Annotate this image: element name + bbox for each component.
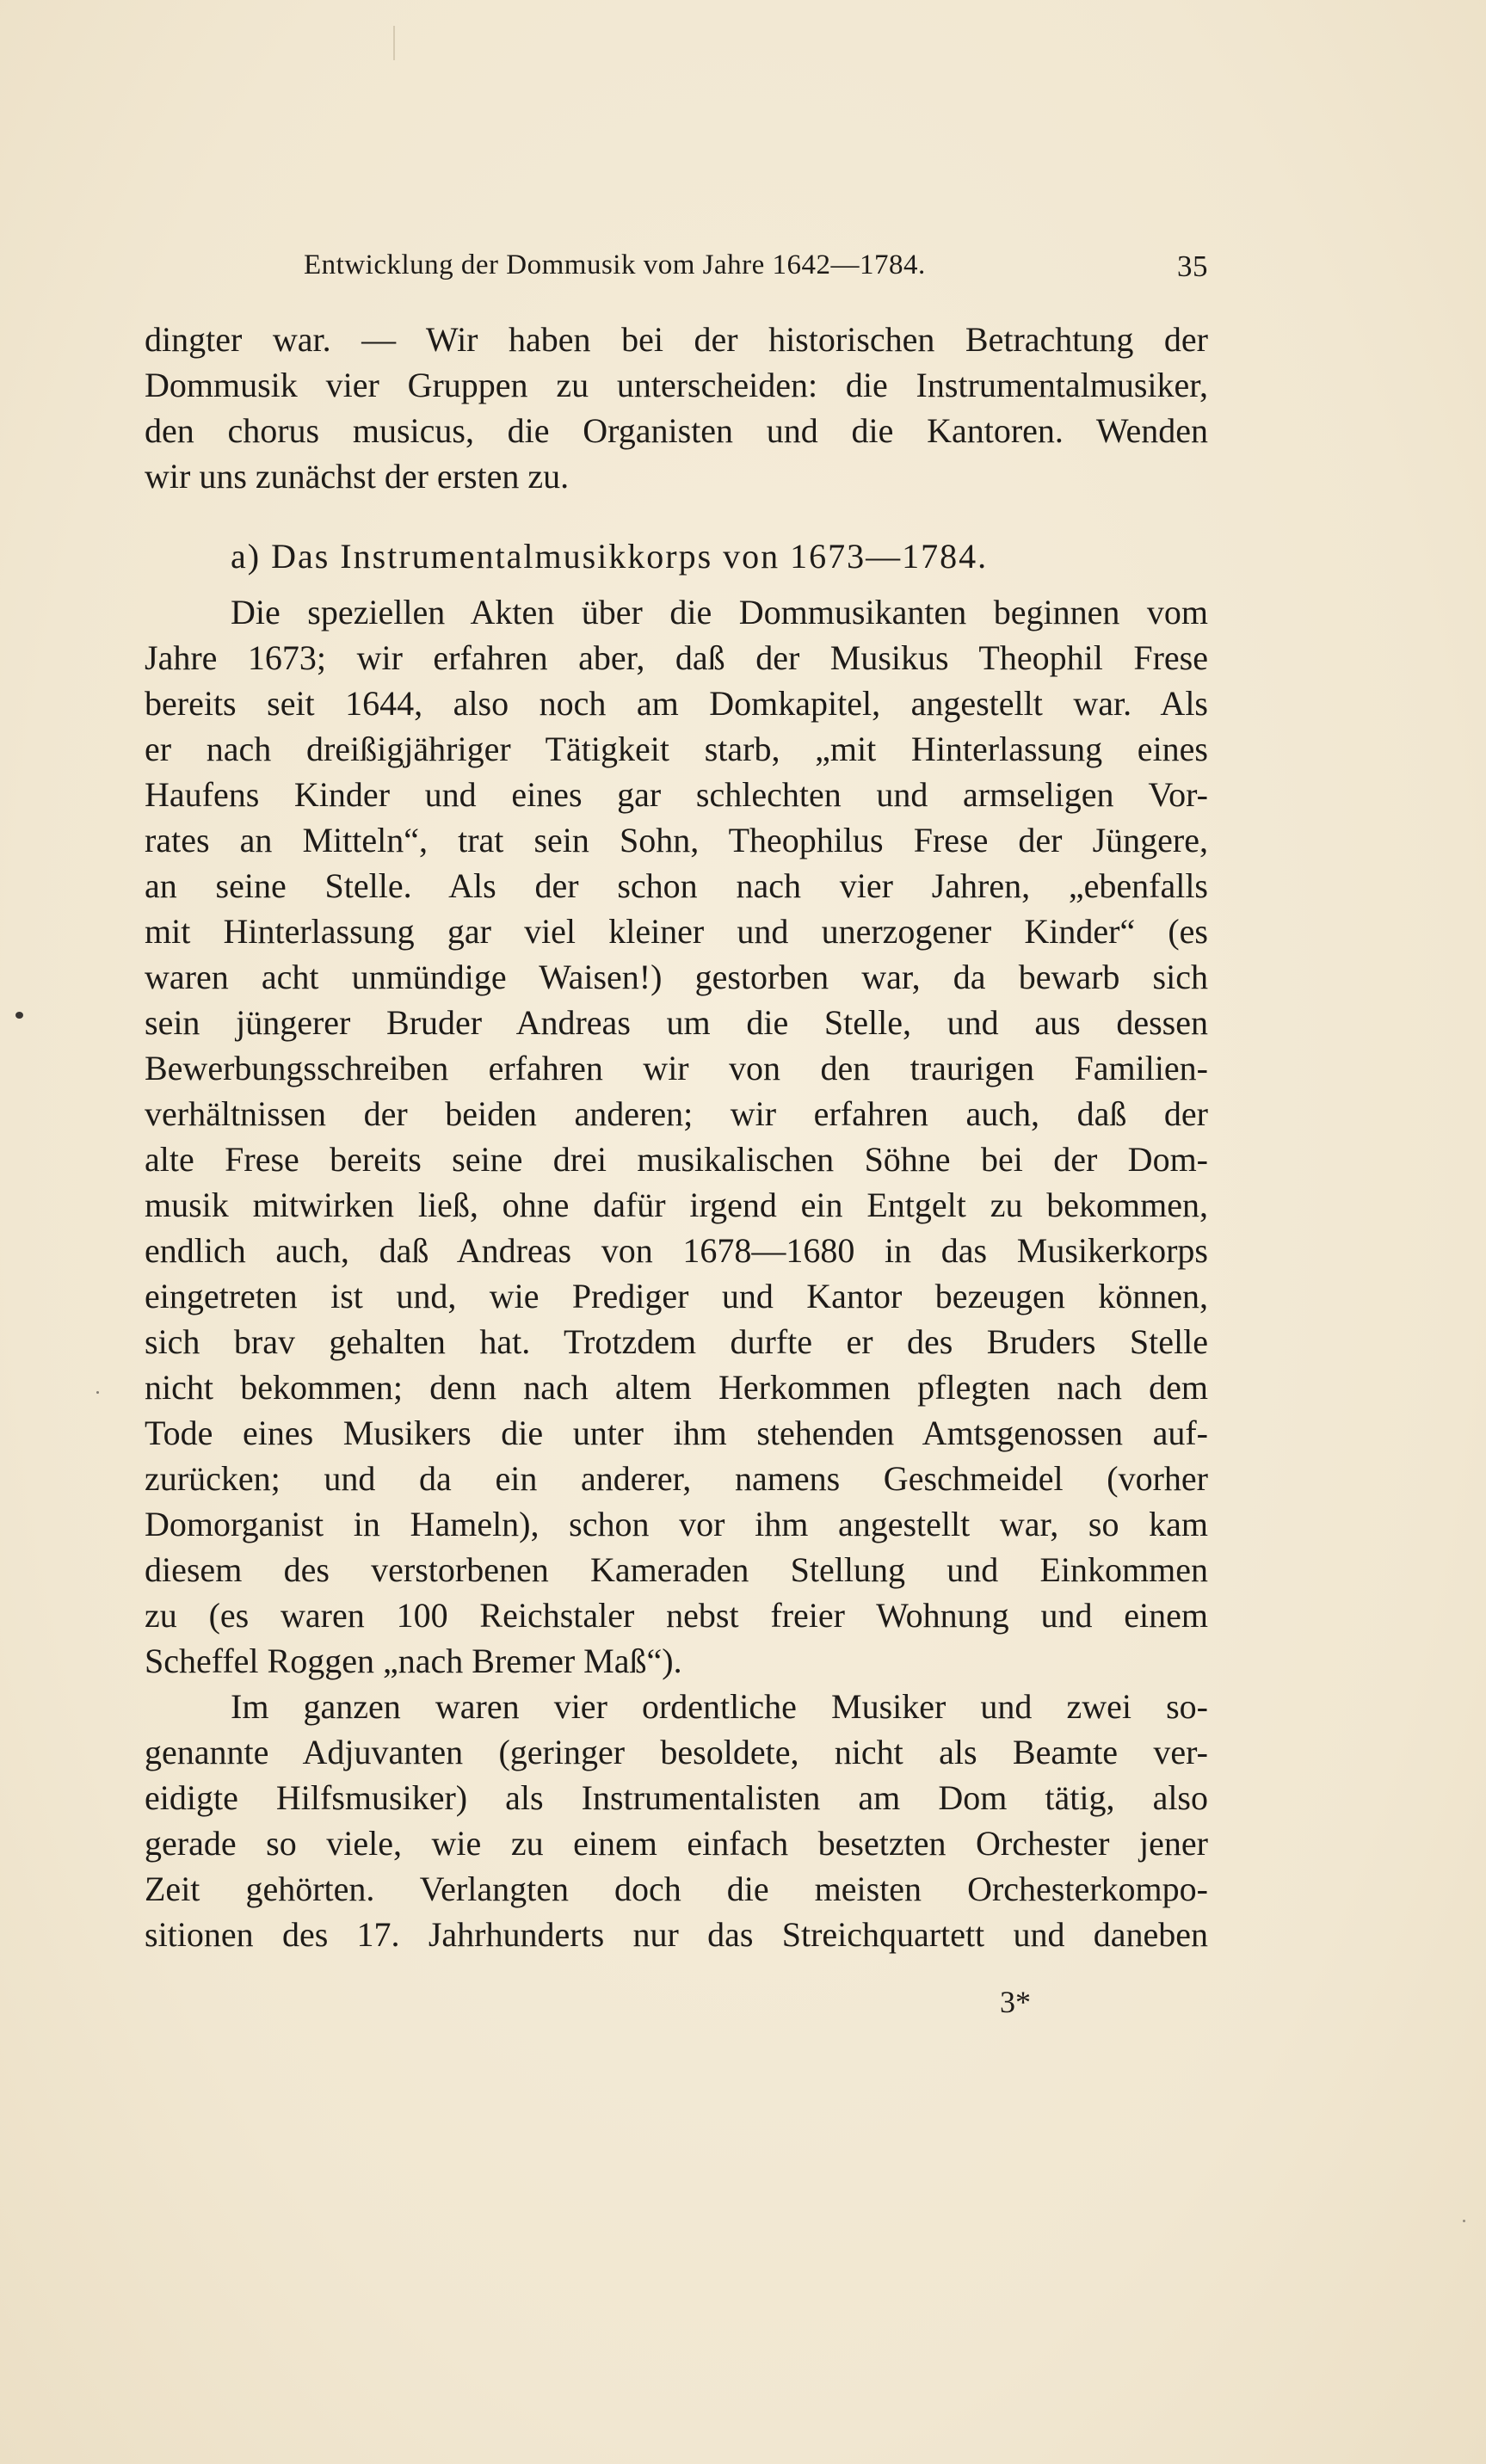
text-line: an seine Stelle. Als der schon nach vier Jahren, „ebenfalls [145,866,1208,905]
text-line: endlich auch, daß Andreas von 1678—1680 in das Musikerkorps [145,1231,1208,1270]
section-heading: a) Das Instrumentalmusikkorps von 1673—1784. [231,537,989,576]
text-line: zurücken; und da ein anderer, namens Geschmeidel (vorher [145,1459,1208,1498]
text-line: mit Hinterlassung gar viel kleiner und unerzogener Kinder“ (es [145,912,1208,951]
text-line: gerade so viele, wie zu einem einfach besetzten Orchester jener [145,1824,1208,1863]
text-line: Domorganist in Hameln), schon vor ihm angestellt war, so kam [145,1505,1208,1543]
page-number: 35 [1177,249,1208,283]
paragraph-section-2 [145,1684,1208,1957]
text-line: Bewerbungsschreiben erfahren wir von den traurigen Familien- [145,1049,1208,1087]
text-line: Scheffel Roggen „nach Bremer Maß“). [145,1642,682,1680]
ink-speck [1463,2220,1465,2222]
running-head-title: Entwicklung der Dommusik vom Jahre 1642—1784. [304,249,926,280]
text-line: den chorus musicus, die Organisten und die Kantoren. Wenden [145,411,1208,450]
text-line: Jahre 1673; wir erfahren aber, daß der Musikus Theophil Frese [145,638,1208,677]
running-head [145,249,1208,293]
text-line: Im ganzen waren vier ordentliche Musiker und zwei so- [231,1687,1208,1726]
text-line: eingetreten ist und, wie Prediger und Kantor bezeugen können, [145,1277,1208,1315]
ink-speck [96,1391,99,1394]
text-line: eidigte Hilfsmusiker) als Instrumentalisten am Dom tätig, also [145,1778,1208,1817]
paragraph-intro [145,317,1208,499]
text-line: sein jüngerer Bruder Andreas um die Stelle, und aus dessen [145,1003,1208,1042]
ink-speck [15,1012,23,1019]
text-line: sich brav gehalten hat. Trotzdem durfte er des Bruders Stelle [145,1322,1208,1361]
text-line: sitionen des 17. Jahrhunderts nur das Streichquartett und daneben [145,1915,1208,1954]
text-line: musik mitwirken ließ, ohne dafür irgend ein Entgelt zu bekommen, [145,1186,1208,1224]
text-line: Dommusik vier Gruppen zu unterscheiden: die Instrumentalmusiker, [145,366,1208,404]
text-line: Tode eines Musikers die unter ihm stehenden Amtsgenossen auf- [145,1414,1208,1452]
paper-crease [393,26,395,60]
text-line: bereits seit 1644, also noch am Domkapitel, angestellt war. Als [145,684,1208,723]
text-line: waren acht unmündige Waisen!) gestorben war, da bewarb sich [145,958,1208,996]
signature-mark: 3* [1000,1985,1031,2019]
text-line: er nach dreißigjähriger Tätigkeit starb, „mit Hinterlassung eines [145,730,1208,768]
text-line: Haufens Kinder und eines gar schlechten und armseligen Vor- [145,775,1208,814]
text-line: zu (es waren 100 Reichstaler nebst freier Wohnung und einem [145,1596,1208,1635]
text-line: alte Frese bereits seine drei musikalischen Söhne bei der Dom- [145,1140,1208,1179]
text-line: rates an Mitteln“, trat sein Sohn, Theophilus Frese der Jüngere, [145,821,1208,859]
text-line: wir uns zunächst der ersten zu. [145,457,570,496]
paragraph-section-1 [145,589,1208,1684]
text-line: genannte Adjuvanten (geringer besoldete, nicht als Beamte ver- [145,1733,1208,1771]
text-line: Die speziellen Akten über die Dommusikanten beginnen vom [231,593,1208,631]
text-line: nicht bekommen; denn nach altem Herkommen pflegten nach dem [145,1368,1208,1407]
text-line: verhältnissen der beiden anderen; wir erfahren auch, daß der [145,1094,1208,1133]
body-text [145,317,1208,1957]
text-line: diesem des verstorbenen Kameraden Stellung und Einkommen [145,1550,1208,1589]
text-line: dingter war. — Wir haben bei der historischen Betrachtung der [145,320,1208,359]
text-line: Zeit gehörten. Verlangten doch die meisten Orchesterkompo- [145,1870,1208,1908]
